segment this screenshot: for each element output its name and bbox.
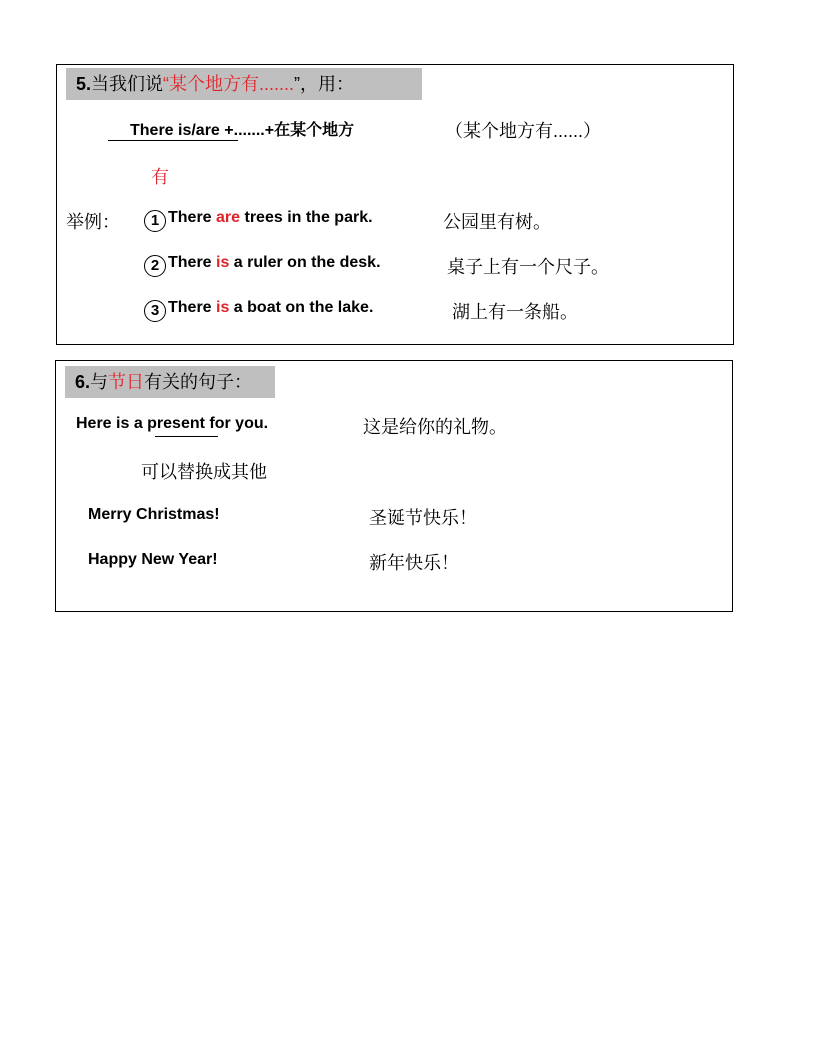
example-translation: 湖上有一条船。 (452, 302, 578, 322)
example-verb: is (216, 299, 230, 316)
section-5-number: 5. (76, 74, 92, 94)
phrase-english: Merry Christmas! (88, 506, 220, 523)
formula-middle: +.......+在某个地方 (224, 122, 355, 139)
example-text-before: There (168, 254, 217, 271)
main-sentence (76, 415, 268, 433)
example-verb: is (216, 254, 230, 271)
section-5-header-prefix: 当我们说 (91, 74, 164, 94)
formula-line (130, 117, 354, 140)
section-5-header (66, 68, 422, 100)
section-6-number: 6. (75, 372, 91, 392)
example-text-after: trees in the park. (240, 209, 373, 226)
main-sentence-after: for you. (204, 415, 269, 432)
circled-number: 3 (144, 300, 166, 322)
circled-number: 2 (144, 255, 166, 277)
example-sentence (144, 254, 381, 277)
formula-meaning: （某个地方有......） (445, 121, 602, 141)
circled-number: 1 (144, 210, 166, 232)
example-text-before: There (168, 299, 217, 316)
example-translation: 桌子上有一个尺子。 (447, 257, 609, 277)
phrase-chinese: 圣诞节快乐！ (369, 508, 477, 528)
present-underline (155, 436, 218, 437)
example-sentence (144, 209, 373, 232)
section-5-header-suffix: ，用： (300, 74, 355, 94)
example-sentence (144, 299, 373, 322)
example-text-after: a ruler on the desk. (229, 254, 381, 271)
section-6-header-highlight: 节日 (108, 372, 145, 392)
phrase-english: Happy New Year! (88, 551, 218, 568)
section-5-header-highlight: 某个地方有....... (169, 74, 295, 94)
formula-underline (108, 140, 238, 141)
section-5-close-quote: ” (294, 74, 301, 94)
phrase-chinese: 新年快乐！ (369, 553, 459, 573)
section-6-header-suffix: 有关的句子： (144, 372, 253, 392)
section-5-open-quote: “ (163, 74, 170, 94)
example-label: 举例： (66, 212, 120, 232)
example-text-after: a boat on the lake. (229, 299, 374, 316)
main-sentence-underlined: present (147, 415, 205, 432)
example-translation: 公园里有树。 (443, 212, 551, 232)
main-sentence-translation: 这是给你的礼物。 (363, 417, 507, 437)
formula-structure: There is/are (130, 122, 220, 139)
section-6-header-prefix: 与 (90, 372, 109, 392)
main-sentence-before: Here is a (76, 415, 148, 432)
formula-note: 有 (151, 167, 169, 187)
example-text-before: There (168, 209, 217, 226)
section-6-header (65, 366, 275, 398)
example-verb: are (216, 209, 241, 226)
replace-note: 可以替换成其他 (141, 462, 267, 482)
